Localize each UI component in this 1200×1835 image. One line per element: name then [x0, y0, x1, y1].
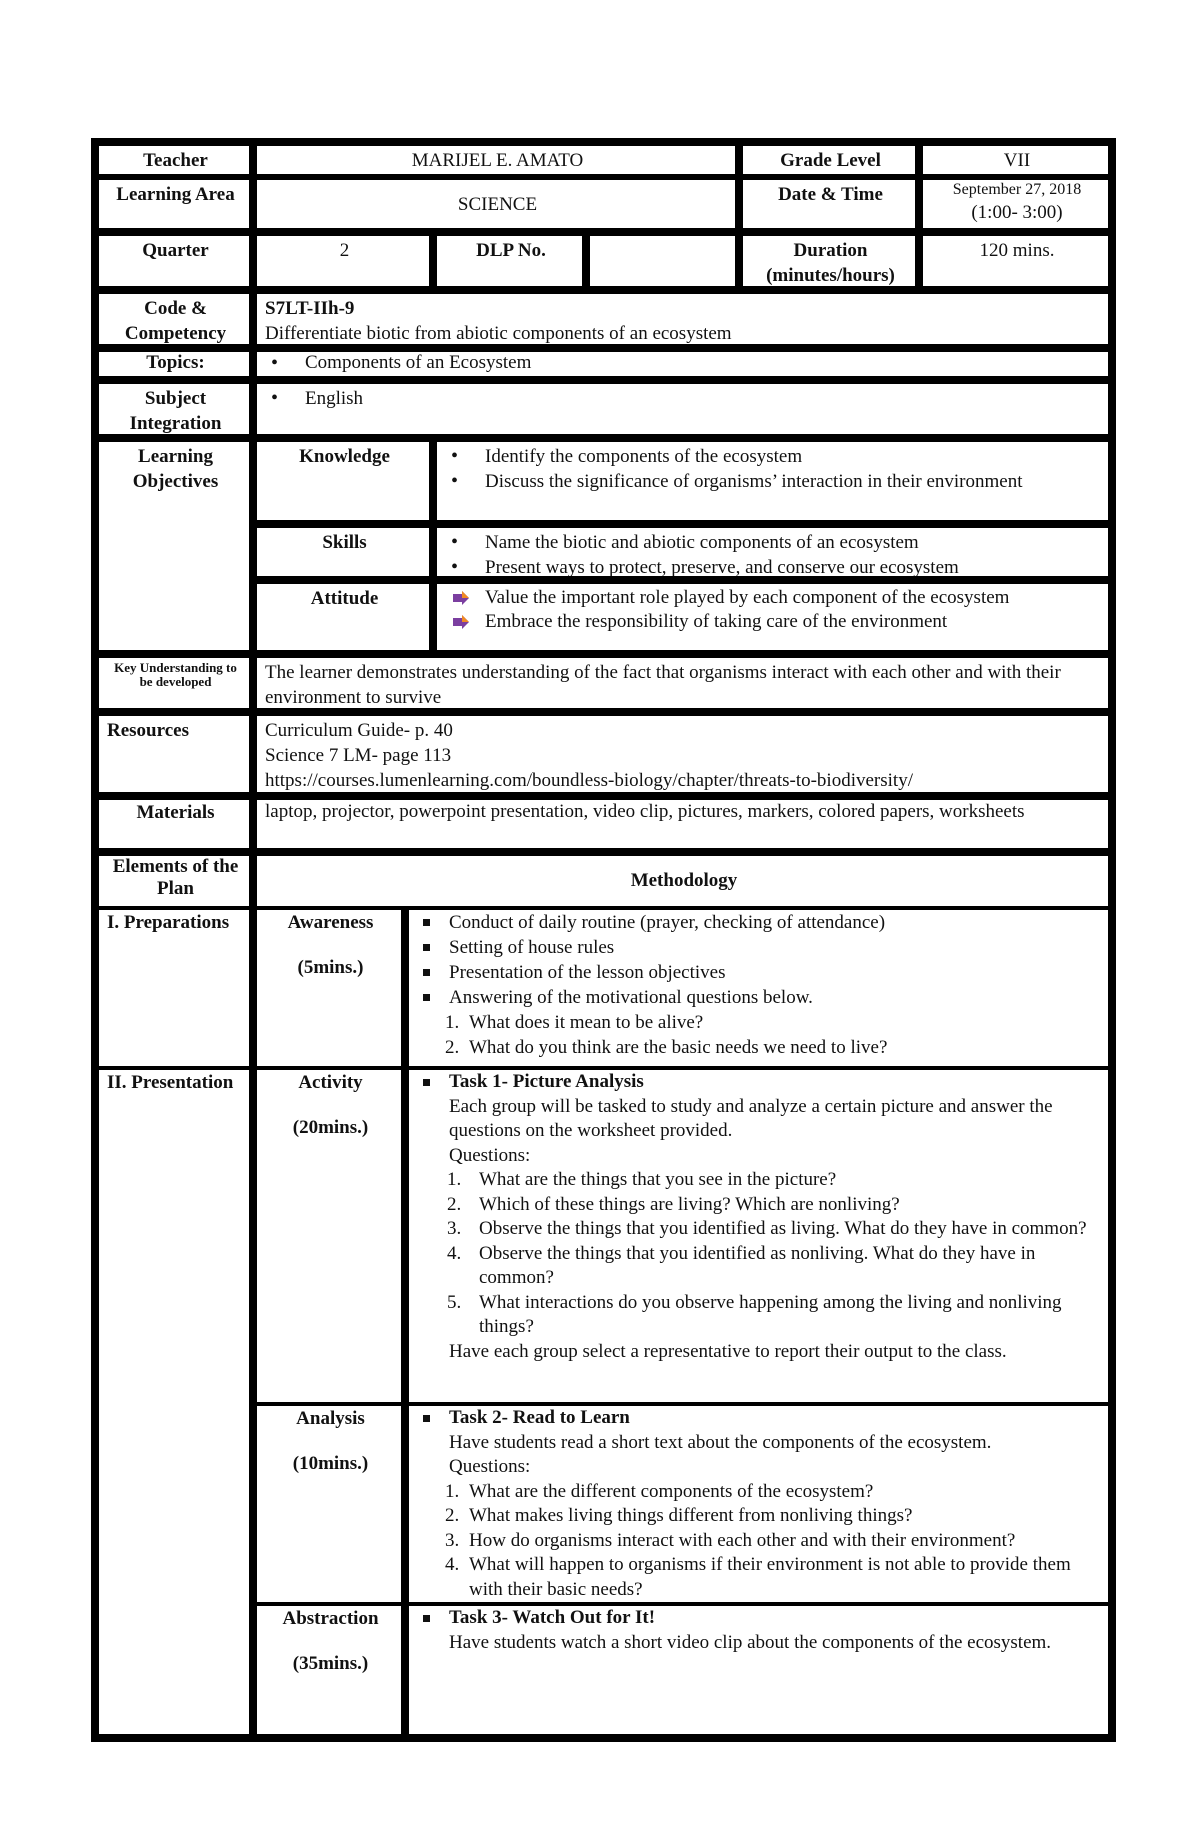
motivational-question-text: What do you think are the basic needs we need to live? — [469, 1037, 888, 1058]
resource-line: Curriculum Guide- p. 40 — [265, 720, 453, 741]
task-3-intro: Have students watch a short video clip about the components of the ecosystem. — [449, 1631, 1052, 1653]
duration-label — [743, 236, 915, 286]
topics-label: Topics: — [99, 352, 249, 376]
key-understanding-label — [99, 658, 249, 708]
task-2-question-text: What are the different components of the ecosystem? — [469, 1480, 874, 1502]
competency-label-line-2: Competency — [124, 323, 227, 344]
elements-of-plan-label — [99, 856, 249, 906]
awareness-stage — [257, 910, 401, 1066]
task-1-question: 4. Observe the things that you identified as nonliving. What do they have in common? — [447, 1242, 1036, 1288]
duration-value: 120 mins. — [923, 236, 1108, 286]
attitude-label: Attitude — [257, 584, 429, 650]
knowledge-value — [437, 442, 1108, 520]
attitude-item-text: Embrace the responsibility of taking care of the environment — [485, 611, 948, 632]
integration-label-line-1: Subject — [144, 388, 207, 409]
task-2-questions-label: Questions: — [449, 1456, 531, 1477]
quarter-label: Quarter — [99, 236, 249, 286]
awareness-content — [409, 910, 1108, 1066]
task-2-question-text: What makes living things different from nonliving things? — [469, 1505, 913, 1526]
date-time-label: Date & Time — [743, 180, 915, 228]
preparation-item: Setting of house rules — [417, 935, 1103, 960]
task-1-question: 5. What interactions do you observe happening among the living and nonliving things? — [447, 1291, 1062, 1337]
date-value: September 27, 2018 — [952, 181, 1082, 198]
analysis-time: (10mins.) — [292, 1453, 369, 1474]
presentation-label: II. Presentation — [99, 1070, 249, 1734]
materials-value: laptop, projector, powerpoint presentation, video clip, pictures, markers, colored papers, worksheets — [257, 800, 1108, 848]
awareness-time: (5mins.) — [297, 957, 364, 978]
task-2-question: 1. What are the different components of the ecosystem? — [445, 1480, 874, 1502]
resources-label: Resources — [99, 716, 249, 792]
task-1-question: 1. What are the things that you see in the picture? — [447, 1169, 837, 1190]
task-2-question: 3. How do organisms interact with each other and with their environment? — [445, 1529, 1016, 1551]
lesson-plan-table — [91, 138, 1116, 1742]
preparation-item: Conduct of daily routine (prayer, checking of attendance) — [417, 910, 1103, 935]
task-1-closing: Have each group select a representative to report their output to the class. — [449, 1340, 1007, 1362]
attitude-item — [445, 586, 1103, 610]
activity-stage — [257, 1070, 401, 1402]
task-2-question: 4. What will happen to organisms if their environment is not able to provide them with their basic needs? — [445, 1554, 1071, 1600]
analysis-label: Analysis — [296, 1408, 365, 1429]
objectives-label — [99, 442, 249, 650]
abstraction-stage — [257, 1606, 401, 1734]
resources-value — [257, 716, 1108, 792]
competency-code: S7LT-IIh-9 — [265, 298, 355, 319]
knowledge-label: Knowledge — [257, 442, 429, 520]
topic-item: • Components of an Ecosystem — [265, 352, 1103, 374]
resource-link: https://courses.lumenlearning.com/boundless-biology/chapter/threats-to-biodiversity/ — [265, 770, 913, 791]
task-1-title: Task 1- Picture Analysis — [417, 1070, 1103, 1095]
key-understanding-label-line-2: be developed — [139, 674, 212, 689]
integration-value — [257, 384, 1108, 434]
teacher-label: Teacher — [99, 146, 249, 174]
attitude-item — [445, 610, 1103, 634]
abstraction-time: (35mins.) — [292, 1653, 369, 1674]
date-time-value — [923, 180, 1108, 228]
task-2-intro: Have students read a short text about the components of the ecosystem. — [449, 1431, 992, 1453]
motivational-question: 2. What do you think are the basic needs we need to live? — [445, 1037, 888, 1058]
preparation-item: Answering of the motivational questions below. — [417, 985, 1103, 1010]
competency-label — [99, 294, 249, 344]
analysis-stage — [257, 1406, 401, 1602]
attitude-value — [437, 584, 1108, 650]
quarter-value: 2 — [257, 236, 429, 286]
task-1-question-text: What interactions do you observe happening among the living and nonliving things? — [479, 1291, 1062, 1337]
integration-label-line-2: Integration — [129, 413, 222, 434]
skills-value — [437, 528, 1108, 576]
resource-line: Science 7 LM- page 113 — [265, 745, 452, 766]
knowledge-item: • Identify the components of the ecosystem — [445, 444, 1103, 469]
dlp-value — [590, 236, 735, 286]
task-2-title: Task 2- Read to Learn — [417, 1406, 1103, 1431]
task-1-intro: Each group will be tasked to study and analyze a certain picture and answer the questions on the worksheet provided. — [449, 1095, 1053, 1141]
activity-time: (20mins.) — [292, 1117, 369, 1138]
task-1-question-text: Observe the things that you identified as nonliving. What do they have in common? — [479, 1242, 1036, 1288]
task-2-question: 2. What makes living things different from nonliving things? — [445, 1505, 913, 1526]
learning-area-value: SCIENCE — [257, 180, 735, 228]
competency-text: Differentiate biotic from abiotic components of an ecosystem — [265, 323, 732, 344]
attitude-item-text: Value the important role played by each component of the ecosystem — [485, 587, 1010, 608]
methodology-header: Methodology — [257, 856, 1108, 906]
motivational-question: 1. What does it mean to be alive? — [445, 1012, 704, 1033]
task-2-question-text: What will happen to organisms if their environment is not able to provide them with their basic needs? — [469, 1554, 1071, 1600]
task-2-question-text: How do organisms interact with each other and with their environment? — [469, 1529, 1016, 1551]
objectives-label-line-2: Objectives — [132, 471, 219, 492]
dlp-label: DLP No. — [437, 236, 582, 286]
topics-value — [257, 352, 1108, 376]
skills-label: Skills — [257, 528, 429, 576]
grade-level-label: Grade Level — [743, 146, 915, 174]
skills-item: • Name the biotic and abiotic components of an ecosystem — [445, 530, 1103, 555]
abstraction-content — [409, 1606, 1108, 1734]
integration-item: • English — [265, 386, 1103, 411]
activity-label: Activity — [298, 1072, 363, 1093]
task-1-question-text: Which of these things are living? Which are nonliving? — [479, 1193, 900, 1215]
knowledge-item: • Discuss the significance of organisms’ interaction in their environment — [445, 469, 1103, 494]
awareness-label: Awareness — [287, 912, 374, 933]
motivational-question-text: What does it mean to be alive? — [469, 1012, 704, 1033]
materials-label: Materials — [99, 800, 249, 848]
arrow-bullet-icon — [453, 615, 469, 629]
grade-level-value: VII — [923, 146, 1108, 174]
skills-item: • Present ways to protect, preserve, and conserve our ecosystem — [445, 555, 1103, 576]
preparation-item: Presentation of the lesson objectives — [417, 960, 1103, 985]
elements-label-line-1: Elements of the — [112, 856, 239, 877]
key-understanding-value: The learner demonstrates understanding of the fact that organisms interact with each other and with their environment to survive — [257, 658, 1108, 708]
elements-label-line-2: Plan — [157, 878, 194, 899]
time-value: (1:00- 3:00) — [971, 202, 1063, 223]
objectives-label-line-1: Learning — [138, 446, 213, 467]
key-understanding-label-line-1: Key Understanding to — [114, 660, 237, 675]
integration-label — [99, 384, 249, 434]
competency-value — [257, 294, 1108, 344]
task-1-question: 3. Observe the things that you identified as living. What do they have in common? — [447, 1218, 1087, 1239]
analysis-content — [409, 1406, 1108, 1602]
task-3-title: Task 3- Watch Out for It! — [417, 1606, 1103, 1631]
learning-area-label: Learning Area — [99, 180, 249, 228]
competency-label-line-1: Code & — [144, 298, 207, 319]
task-1-question: 2. Which of these things are living? Which are nonliving? — [447, 1193, 900, 1215]
activity-content — [409, 1070, 1108, 1402]
teacher-value: MARIJEL E. AMATO — [257, 146, 735, 174]
task-1-question-text: Observe the things that you identified as living. What do they have in common? — [479, 1218, 1087, 1239]
abstraction-label: Abstraction — [282, 1608, 379, 1629]
task-1-questions-label: Questions: — [449, 1144, 531, 1166]
preparations-label: I. Preparations — [99, 910, 249, 1066]
duration-label-line-1: Duration — [793, 240, 868, 261]
task-1-question-text: What are the things that you see in the picture? — [479, 1169, 837, 1190]
arrow-bullet-icon — [453, 591, 469, 605]
duration-label-line-2: (minutes/hours) — [766, 265, 895, 286]
